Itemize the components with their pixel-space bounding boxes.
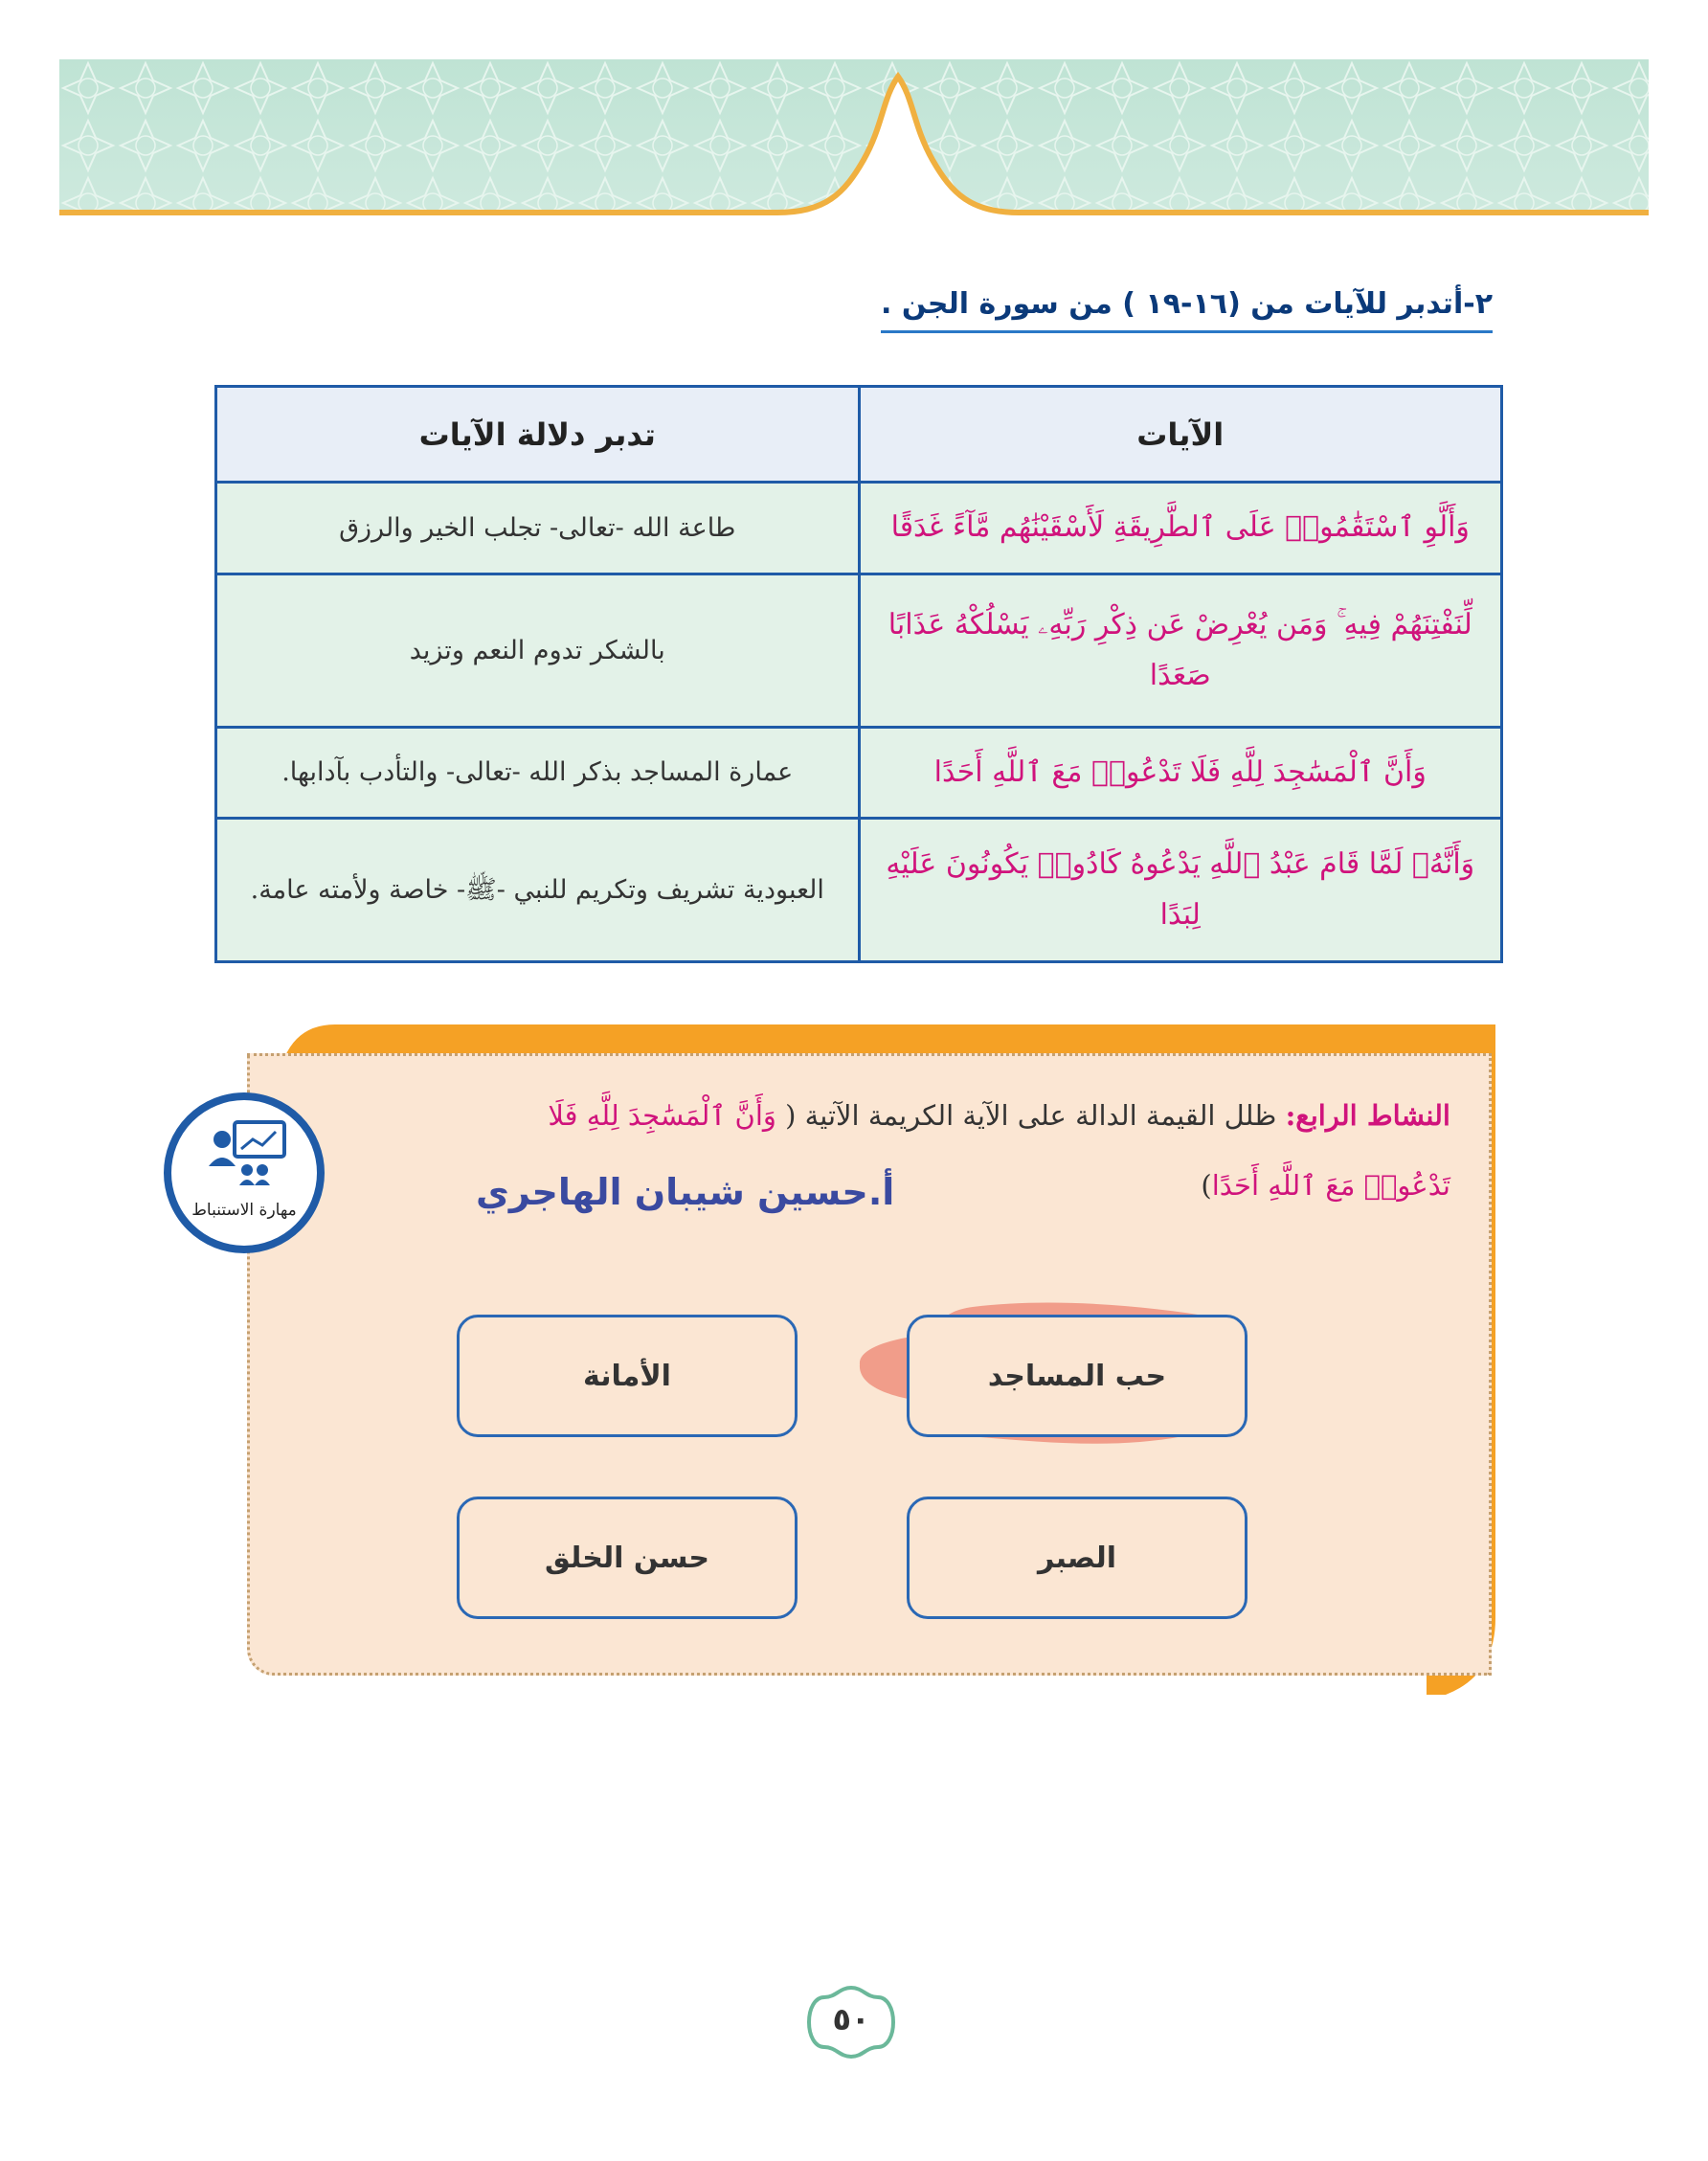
option-patience[interactable]: [907, 1497, 1247, 1619]
table-row: [216, 728, 1502, 819]
skill-badge-label: مهارة الاستنباط: [191, 1201, 297, 1220]
page-number: ٥٠: [832, 2001, 870, 2037]
table-row: [216, 483, 1502, 574]
meaning-cell: عمارة المساجد بذكر الله -تعالى- والتأدب بآدابها.: [216, 728, 860, 819]
header-meaning: تدبر دلالة الآيات: [216, 387, 860, 483]
verse-cell: لِّنَفْتِنَهُمْ فِيهِ ۚ وَمَن يُعْرِضْ عَن ذِكْرِ رَبِّهِۦ يَسْلُكْهُ عَذَابًا صَعَدًا: [859, 574, 1502, 728]
activity-label: النشاط الرابع:: [1285, 1099, 1450, 1132]
teacher-name: أ.حسين شيبان الهاجري: [476, 1171, 895, 1213]
table-row: [216, 819, 1502, 962]
meaning-cell: العبودية تشريف وتكريم للنبي -ﷺ- خاصة ولأمته عامة.: [216, 819, 860, 962]
option-love-mosques-label: حب المساجد: [987, 1359, 1167, 1393]
option-love-mosques[interactable]: [907, 1315, 1247, 1437]
ayat-table: [214, 385, 1503, 963]
header-ayat: الآيات: [859, 387, 1502, 483]
activity-prompt: [282, 1099, 1450, 1132]
section-title: ٢-أتدبر للآيات من (١٦-١٩ ) من سورة الجن .: [881, 287, 1493, 333]
verse-cell: وَأَلَّوِ ٱسْتَقَٰمُوا۟ عَلَى ٱلطَّرِيقَةِ لَأَسْقَيْنَٰهُم مَّآءً غَدَقًا: [859, 483, 1502, 574]
activity-verse-part2: تَدْعُوا۟ مَعَ ٱللَّهِ أَحَدًا: [1211, 1169, 1450, 1202]
activity-instruction: ظلل القيمة الدالة على الآية الكريمة الآتية (: [785, 1099, 1277, 1132]
option-honesty-label: الأمانة: [583, 1359, 671, 1393]
option-good-manners[interactable]: [457, 1497, 798, 1619]
skill-badge-icon: [163, 1092, 326, 1254]
meaning-cell: طاعة الله -تعالى- تجلب الخير والرزق: [216, 483, 860, 574]
verse-cell: وَأَنَّهُۥ لَمَّا قَامَ عَبْدُ ٱللَّهِ يَدْعُوهُ كَادُوا۟ يَكُونُونَ عَلَيْهِ لِبَدًا: [859, 819, 1502, 962]
option-patience-label: الصبر: [1037, 1541, 1117, 1575]
option-good-manners-label: حسن الخلق: [544, 1541, 710, 1575]
activity-verse-part1: وَأَنَّ ٱلْمَسَٰجِدَ لِلَّهِ فَلَا: [548, 1099, 776, 1132]
meaning-cell: بالشكر تدوم النعم وتزيد: [216, 574, 860, 728]
header-banner: [59, 59, 1649, 227]
option-honesty[interactable]: [457, 1315, 798, 1437]
activity-verse-close: ): [1201, 1169, 1212, 1202]
verse-cell: وَأَنَّ ٱلْمَسَٰجِدَ لِلَّهِ فَلَا تَدْعُوا۟ مَعَ ٱللَّهِ أَحَدًا: [859, 728, 1502, 819]
table-row: [216, 574, 1502, 728]
